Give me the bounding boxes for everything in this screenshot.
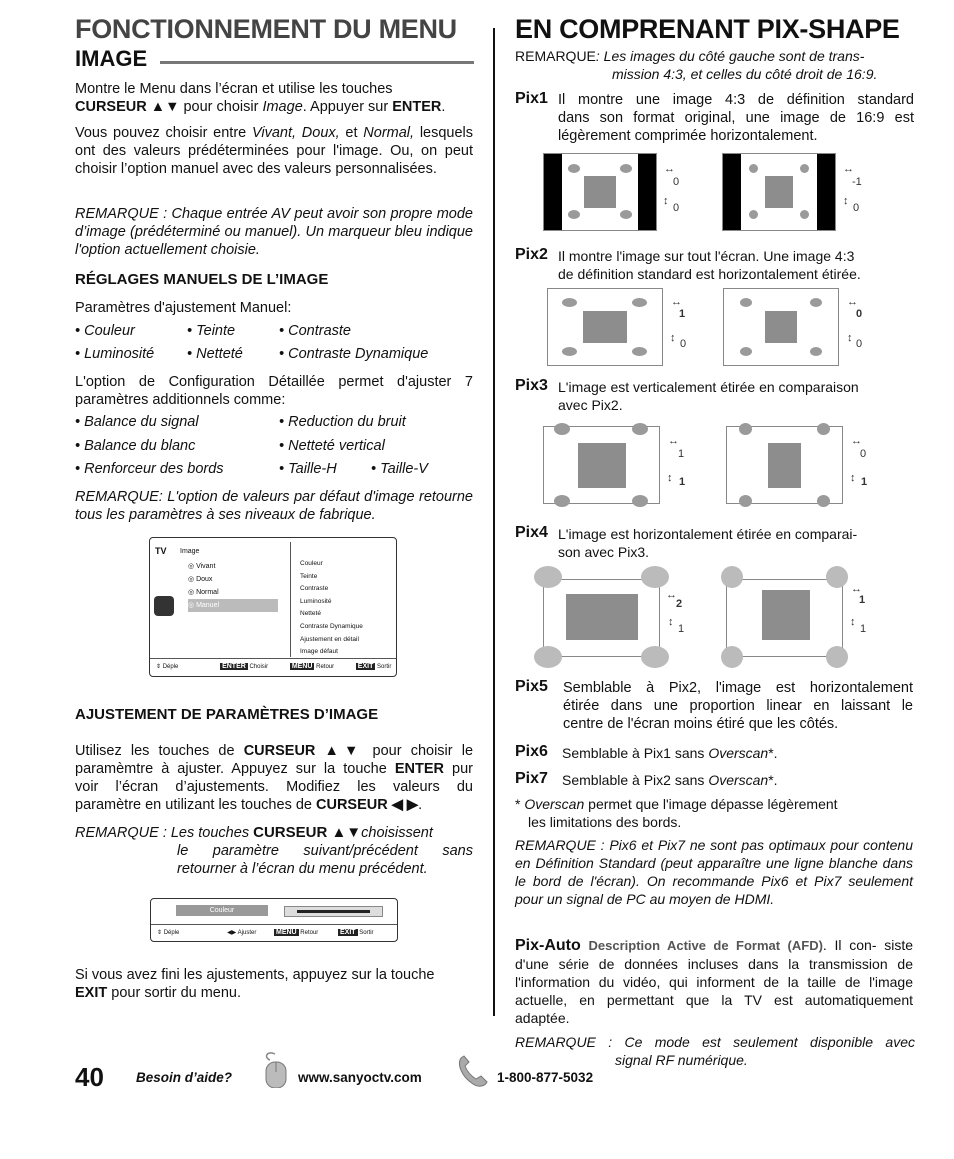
- adjust-bar-rule: [151, 924, 397, 925]
- pix1-a-arrow-v: ↕: [663, 195, 669, 207]
- pix2-a-arrow-h: ↔: [671, 296, 682, 308]
- note-av-input: REMARQUE : Chaque entrée AV peut avoir son propre mode d’image (prédéterminé ou manuel). Un marqueur bleu indique l'option actuellement choisie.: [75, 206, 473, 258]
- adjust-bar-label: Couleur: [176, 905, 268, 916]
- help-label: Besoin d’aide?: [136, 1070, 233, 1085]
- pix3-b-arrow-h: ↔: [851, 435, 862, 447]
- picture-menu-illustration: [149, 537, 397, 677]
- pix4-diagram-4x3: [543, 579, 660, 657]
- pix1-text: Il montre une image 4:3 de définition standard dans son format original, une image de 16:9 est légèrement comprimée horizontalement.: [558, 92, 914, 144]
- adjust-bar-footer: ⇕ Déple ◀▶ Ajuster MENU Retour EXIT Sortir: [157, 929, 374, 936]
- menu-header: Image: [180, 548, 200, 555]
- pix2-b-val-h: 0: [856, 308, 863, 320]
- overscan-footnote: * Overscan permet que l'image dépasse légèrement les limitations des bords.: [515, 796, 838, 830]
- config-paragraph: L'option de Configuration Détaillée permet d'ajuster 7 paramètres additionnels comme:: [75, 374, 473, 408]
- modes-paragraph: Vous pouvez choisir entre Vivant, Doux, et Normal, lesquels ont des valeurs prédéterminées pour l'image. Ou, on peut choisir l’option manuel avec des valeurs personnalisées.: [75, 125, 474, 177]
- phone-icon: [455, 1054, 495, 1088]
- note-cursor-keys: REMARQUE : Les touches CURSEUR ▲▼choisissent le paramètre suivant/précédent sans retourner à l’écran du menu précédent.: [75, 824, 473, 877]
- pix2-label: Pix2: [515, 246, 548, 263]
- pix3-diagram-16x9: [726, 426, 843, 504]
- pix1-b-val-v: 0: [853, 202, 860, 214]
- pix7-label: Pix7: [515, 770, 548, 787]
- intro-paragraph: Montre le Menu dans l’écran et utilise les touches CURSEUR ▲▼ pour choisir Image. Appuyer sur ENTER.: [75, 81, 446, 115]
- heading-adjust-params: AJUSTEMENT DE PARAMÈTRES D’IMAGE: [75, 706, 379, 723]
- pix3-diagram-4x3: [543, 426, 660, 504]
- pix2-a-arrow-v: ↕: [670, 332, 676, 344]
- menu-footer-rule: [150, 658, 396, 659]
- pix1-diagram-16x9: [722, 153, 836, 231]
- pix2-a-val-h: 1: [679, 308, 686, 320]
- adjust-paragraph: Utilisez les touches de CURSEUR ▲▼ pour choisir le paramèmtre à ajuster. Appuyez sur la touche ENTER pur voir l’écran d’ajustements. Modifiez les valeurs du paramètre en utilizant les touches de CURSEUR ◀ ▶.: [75, 743, 474, 813]
- bullet-list-b: • Balance du signal • Reduction du bruit • Balance du blanc • Netteté vertical • Renforceur des bords • Taille-H • Taille-V: [75, 414, 428, 477]
- menu-right-list: Couleur Teinte Contraste Luminosité Netteté Contraste Dynamique Ajustement en détail Image défaut: [300, 560, 363, 656]
- menu-separator: [290, 542, 291, 657]
- section-title-image: IMAGE: [75, 46, 148, 71]
- pix1-label: Pix1: [515, 90, 548, 107]
- pix3-a-val-h: 1: [678, 448, 685, 460]
- exit-paragraph: Si vous avez fini les ajustements, appuyez sur la touche EXIT pour sortir du menu.: [75, 967, 435, 1001]
- pix-auto-paragraph: Pix-Auto Description Active de Format (AFD). Il con- siste d'une série de données incluses dans la transmission de l'information du vidéo, qui informent de la taille de l'image actuelle, en permettant que la TV est automatiquement adaptée.: [515, 937, 913, 1026]
- pix2-b-val-v: 0: [856, 338, 863, 350]
- note-pix6-pix7: REMARQUE : Pix6 et Pix7 ne sont pas optimaux pour contenu en Définition Standard (peut apparaître une ligne blanche dans le bord de l'écran). On recommande Pix6 et Pix7 seulement pour un signal de PC au moyen de HDMI.: [515, 837, 913, 907]
- pix4-a-val-h: 2: [676, 598, 683, 610]
- pix3-a-arrow-v: ↕: [667, 472, 673, 484]
- mouse-icon: [262, 1052, 288, 1088]
- pix4-text: L'image est horizontalement étirée en comparai- son avec Pix3.: [558, 526, 858, 560]
- pix1-b-val-h: -1: [852, 176, 862, 188]
- menu-remote-icon: [154, 596, 174, 616]
- pix2-a-val-v: 0: [680, 338, 687, 350]
- bullet-list-a: • Couleur • Teinte • Contraste • Luminosité • Netteté • Contraste Dynamique: [75, 323, 429, 362]
- phone-number: 1-800-877-5032: [497, 1070, 594, 1085]
- pix4-b-arrow-v: ↕: [850, 616, 856, 628]
- pix2-text: Il montre l'image sur tout l'écran. Une image 4:3 de définition standard est horizontalement étirée.: [558, 248, 861, 282]
- column-divider: [493, 28, 495, 1016]
- params-label: Paramètres d'ajustement Manuel:: [75, 300, 292, 316]
- pix2-b-arrow-h: ↔: [847, 296, 858, 308]
- pix4-a-val-v: 1: [678, 623, 685, 635]
- pix1-diagram-4x3: [543, 153, 657, 231]
- pix2-diagram-4x3: [547, 288, 663, 366]
- pix7-text: Semblable à Pix2 sans Overscan*.: [562, 772, 778, 788]
- pix6-label: Pix6: [515, 743, 548, 760]
- pix1-a-val-v: 0: [673, 202, 680, 214]
- pix3-b-val-h: 0: [860, 448, 867, 460]
- pix4-a-arrow-h: ↔: [666, 589, 677, 601]
- adjust-slider-fill: [297, 910, 370, 913]
- pix4-a-arrow-v: ↕: [668, 616, 674, 628]
- pix4-label: Pix4: [515, 524, 548, 541]
- menu-option-list: ◎ Vivant ◎ Doux ◎ Normal ◎ Manuel: [188, 560, 278, 612]
- pix4-b-arrow-h: ↔: [851, 583, 862, 595]
- pix6-text: Semblable à Pix1 sans Overscan*.: [562, 745, 778, 761]
- pix4-b-val-h: 1: [859, 594, 866, 606]
- pix3-a-val-v: 1: [679, 476, 686, 488]
- adjust-slider: [284, 906, 383, 917]
- adjust-bar-illustration: [150, 898, 398, 942]
- pixshape-note: REMARQUE: Les images du côté gauche sont de trans- mission 4:3, et celles du côté droit de 16:9.: [515, 48, 878, 82]
- title-rule: [160, 61, 474, 64]
- pix5-label: Pix5: [515, 678, 548, 695]
- pix3-b-arrow-v: ↕: [850, 472, 856, 484]
- page-title: FONCTIONNEMENT DU MENU: [75, 14, 457, 44]
- pix3-label: Pix3: [515, 377, 548, 394]
- pixshape-title: EN COMPRENANT PIX-SHAPE: [515, 14, 900, 44]
- pix1-b-arrow-h: ↔: [843, 163, 854, 175]
- pix2-diagram-16x9: [723, 288, 839, 366]
- pix4-diagram-16x9: [726, 579, 843, 657]
- heading-manual-settings: RÉGLAGES MANUELS DE L’IMAGE: [75, 271, 329, 288]
- pix3-text: L'image est verticalement étirée en comparaison avec Pix2.: [558, 379, 859, 413]
- pix4-b-val-v: 1: [860, 623, 867, 635]
- note-defaults: REMARQUE: L'option de valeurs par défaut d'image retourne tous les paramètres à ses niveaux de fabrique.: [75, 489, 473, 523]
- website-link[interactable]: www.sanyoctv.com: [298, 1070, 422, 1085]
- pix1-a-val-h: 0: [673, 176, 680, 188]
- page-number: 40: [75, 1062, 104, 1092]
- note-rf-digital: REMARQUE : Ce mode est seulement disponible avec signal RF numérique.: [515, 1034, 915, 1068]
- pix3-b-val-v: 1: [861, 476, 868, 488]
- menu-footer: ⇕ Déple ENTER Choisir MENU Retour EXIT Sortir: [156, 663, 392, 670]
- pix2-b-arrow-v: ↕: [847, 332, 853, 344]
- pix5-text: Semblable à Pix2, l'image est horizontalement étirée dans une proportion linear en laissant le centre de l'écran moins étiré que les côtés.: [563, 680, 913, 732]
- pix1-a-arrow-h: ↔: [664, 163, 675, 175]
- menu-tv-label: TV: [155, 546, 167, 556]
- pix1-b-arrow-v: ↕: [843, 195, 849, 207]
- pix3-a-arrow-h: ↔: [668, 435, 679, 447]
